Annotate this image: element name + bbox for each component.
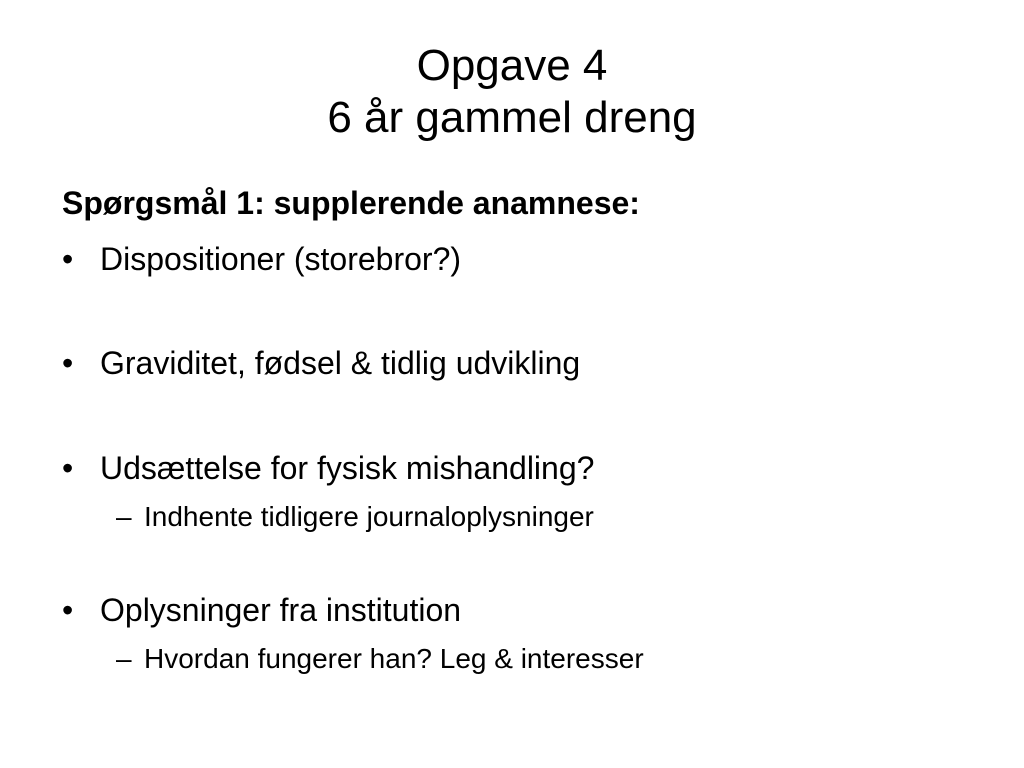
sub-item-4 (116, 642, 644, 676)
bullet-item-2 (62, 343, 580, 383)
bullet-text-3: Udsættelse for fysisk mishandling? (100, 450, 595, 486)
bullet-text-1: Dispositioner (storebror?) (100, 241, 462, 277)
bullet-text-2: Graviditet, fødsel & tidlig udvikling (100, 345, 581, 381)
bullet-item-1 (62, 239, 461, 279)
bullet-mark: • (62, 450, 74, 486)
sub-text-3: Indhente tidligere journaloplysninger (144, 501, 594, 532)
sub-text-4: Hvordan fungerer han? Leg & interesser (144, 643, 644, 674)
bullet-item-3 (62, 448, 594, 488)
sub-item-3 (116, 500, 594, 534)
slide-title (0, 40, 1024, 144)
question-heading: Spørgsmål 1: supplerende anamnese: (62, 185, 640, 221)
title-line-1: Opgave 4 (416, 41, 608, 90)
bullet-mark: • (62, 592, 74, 628)
bullet-mark: • (62, 345, 74, 381)
sub-mark: – (116, 501, 132, 532)
title-line-2: 6 år gammel dreng (327, 93, 697, 142)
bullet-item-4 (62, 590, 461, 630)
bullet-text-4: Oplysninger fra institution (100, 592, 462, 628)
sub-mark: – (116, 643, 132, 674)
bullet-mark: • (62, 241, 74, 277)
